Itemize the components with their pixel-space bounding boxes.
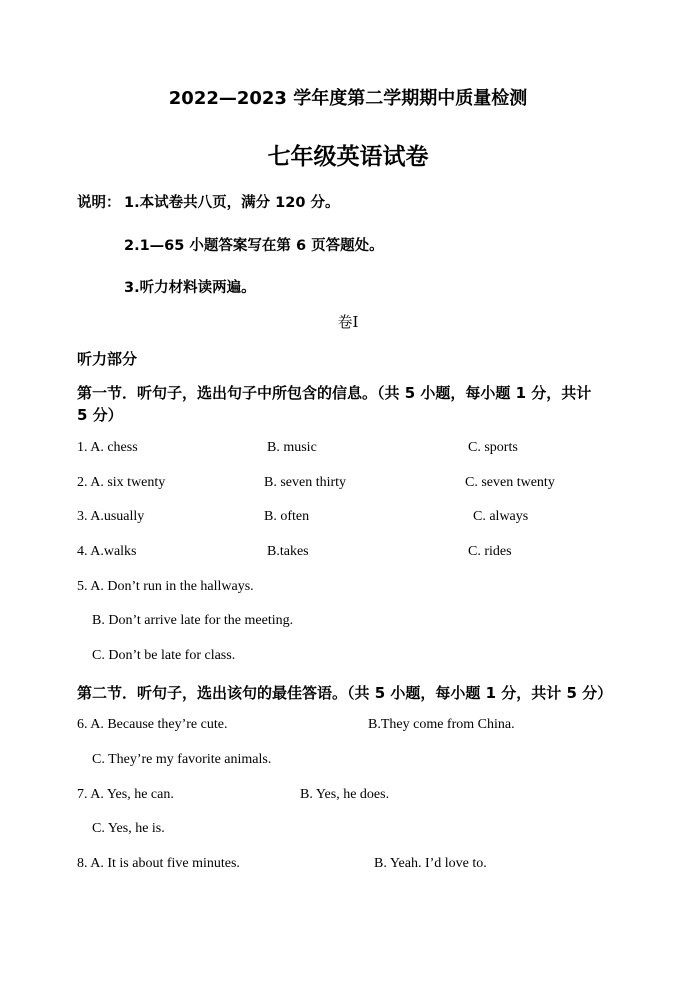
q4-option-a: 4. A.walks <box>77 544 137 559</box>
exam-title: 2022—2023 学年度第二学期期中质量检测 <box>168 88 528 109</box>
q2-option-b: B. seven thirty <box>264 475 347 490</box>
q8-option-a: 8. A. It is about five minutes. <box>77 856 240 871</box>
q2-option-c: C. seven twenty <box>465 475 555 490</box>
volume-label: 卷Ⅰ <box>337 313 359 331</box>
q1-option-b: B. music <box>267 440 317 455</box>
q7-option-b: B. Yes, he does. <box>300 787 390 802</box>
q7-option-c: C. Yes, he is. <box>92 821 165 836</box>
exam-subtitle: 七年级英语试卷 <box>267 144 429 170</box>
section1-instruction: 第一节．听句子，选出句子中所包含的信息。（共 5 小题，每小题 1 分，共计 <box>77 384 592 402</box>
q2-option-a: 2. A. six twenty <box>77 475 166 490</box>
q3-option-a: 3. A.usually <box>77 509 145 524</box>
section2-instruction: 第二节．听句子，选出该句的最佳答语。（共 5 小题，每小题 1 分，共计 5 分） <box>77 684 613 702</box>
section1-instruction-cont: 5 分） <box>77 406 123 424</box>
instruction-item-2: 2.1—65 小题答案写在第 6 页答题处。 <box>124 238 384 254</box>
instruction-item-1: 1.本试卷共八页，满分 120 分。 <box>124 195 340 211</box>
q5-option-a: 5. A. Don’t run in the hallways. <box>77 579 254 594</box>
q6-option-a: 6. A. Because they’re cute. <box>77 717 228 732</box>
q1-option-a: 1. A. chess <box>77 440 138 455</box>
q6-option-c: C. They’re my favorite animals. <box>92 752 272 767</box>
q4-option-b: B.takes <box>267 544 309 559</box>
q5-option-b: B. Don’t arrive late for the meeting. <box>92 613 294 628</box>
instructions-label: 说明： <box>77 195 121 211</box>
q7-option-a: 7. A. Yes, he can. <box>77 787 174 802</box>
q3-option-b: B. often <box>264 509 310 524</box>
listening-heading: 听力部分 <box>77 350 138 368</box>
q8-option-b: B. Yeah. I’d love to. <box>374 856 487 871</box>
q1-option-c: C. sports <box>468 440 518 455</box>
instruction-item-3: 3.听力材料读两遍。 <box>124 280 256 296</box>
q4-option-c: C. rides <box>468 544 512 559</box>
q5-option-c: C. Don’t be late for class. <box>92 648 236 663</box>
q6-option-b: B.They come from China. <box>368 717 515 732</box>
q3-option-c: C. always <box>473 509 529 524</box>
